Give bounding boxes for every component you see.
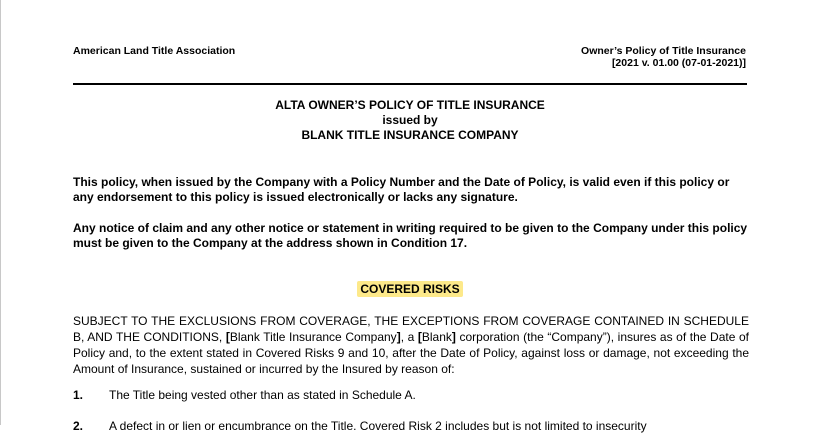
intro-text-2: , a xyxy=(400,330,418,344)
company-name-placeholder: Blank Title Insurance Company xyxy=(229,330,397,344)
policy-title xyxy=(73,98,747,143)
intro-text-3: corporation (the “Company”), insures as of the Date of Policy and, to the extent stated in Covered Risks 9 and 10, after the Date of Policy, against loss or damage, not exceeding the Amount of Insurance, sustained or incurred by the Insured by reason of: xyxy=(73,330,749,376)
header-form-title: Owner’s Policy of Title Insurance xyxy=(581,45,746,57)
policy-title-line: ALTA OWNER’S POLICY OF TITLE INSURANCE xyxy=(275,98,545,112)
claims-notice: Any notice of claim and any other notice or statement in writing required to be given to the Company under this policy must be given to the Company at the address shown in Condition 17. xyxy=(73,221,748,250)
policy-company: BLANK TITLE INSURANCE COMPANY xyxy=(301,128,519,142)
covered-risks-heading xyxy=(73,282,747,296)
state-placeholder: Blank xyxy=(421,330,452,344)
bracket-open: [ xyxy=(417,330,422,344)
header-association: American Land Title Association xyxy=(73,45,236,57)
page-edge xyxy=(0,0,1,425)
item-number: 1. xyxy=(73,388,84,402)
policy-issued-by: issued by xyxy=(382,113,438,127)
intro-text-1: SUBJECT TO THE EXCLUSIONS FROM COVERAGE, THE EXCEPTIONS FROM COVERAGE CONTAINED IN SCHEDULE B, AND THE CONDITIONS, xyxy=(73,314,749,344)
item-text: A defect in or lien or encumbrance on the Title. Covered Risk 2 includes but is not limited to insecurity xyxy=(109,419,647,433)
validity-notice: This policy, when issued by the Company with a Policy Number and the Date of Policy, is valid even if this policy or any endorsement to this policy is issued electronically or lacks any signature. xyxy=(73,175,730,204)
item-number: 2. xyxy=(73,419,84,433)
header-form-version: [2021 v. 01.00 (07-01-2021)] xyxy=(611,57,746,69)
header-form-info xyxy=(581,45,746,69)
bracket-close: ] xyxy=(451,330,456,344)
bracket-open: [ xyxy=(225,330,230,344)
highlighted-heading: COVERED RISKS xyxy=(357,281,462,297)
bracket-close: ] xyxy=(396,330,401,344)
header-divider xyxy=(73,83,747,85)
covered-risks-intro xyxy=(73,313,749,377)
item-text: The Title being vested other than as stated in Schedule A. xyxy=(109,388,416,402)
